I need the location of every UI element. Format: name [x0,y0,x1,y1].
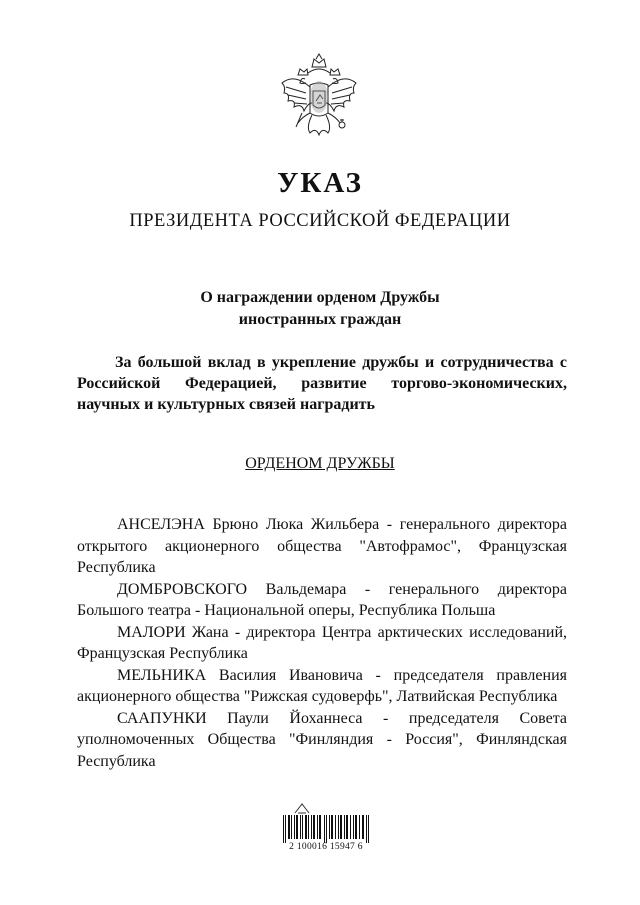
awardee-line: ДОМБРОВСКОГО Вальдемара - генерального директора [117,580,567,598]
awardee-line: открытого акционерного общества "Автофрамос", Французская [77,537,567,555]
awardee-line: МЕЛЬНИКА Василия Ивановича - председателя правления [117,666,567,684]
awardee-line: Республика [77,752,156,770]
awardee-entry [77,622,567,665]
awardee-line: Большого театра - Национальной оперы, Республика Польша [77,602,496,619]
preamble-line: Российской Федерацией, развитие торгово-экономических, [77,375,567,392]
awardee-entry [77,579,567,622]
preamble-line: научных и культурных связей наградить [77,396,375,413]
awardee-line: СААПУНКИ Паули Йоханнеса - председателя Совета [117,709,567,727]
decree-heading-line: О награждении орденом Дружбы [200,289,440,306]
awardee-list [77,514,567,772]
document-title: УКАЗ [277,167,363,199]
decree-heading [0,287,640,331]
barcode-icon [283,815,369,843]
barcode-number: 2 100016 15947 6 [289,842,363,852]
awardee-line: акционерного общества "Рижская судоверфь", Латвийская Республика [77,688,558,705]
document-subtitle: ПРЕЗИДЕНТА РОССИЙСКОЙ ФЕДЕРАЦИИ [129,211,511,231]
awardee-line: АНСЕЛЭНА Брюно Люка Жильбера - генерального директора [117,516,567,533]
decree-preamble [77,352,567,415]
printer-mark-icon [293,801,311,815]
decree-heading-line: иностранных граждан [238,311,402,328]
awardee-line: Республика [77,559,156,576]
russian-coat-of-arms-icon [276,53,362,153]
awardee-entry [77,514,567,579]
awardee-entry [77,708,567,773]
awardee-entry [77,665,567,708]
awardee-line: МАЛОРИ Жана - директора Центра арктических исследований, [117,623,567,641]
order-title: ОРДЕНОМ ДРУЖБЫ [245,455,395,472]
preamble-line: За большой вклад в укрепление дружбы и сотрудничества с [115,354,567,371]
awardee-line: уполномоченных Общества "Финляндия - Россия", Финляндская [77,731,567,748]
awardee-line: Французская Республика [77,645,248,662]
